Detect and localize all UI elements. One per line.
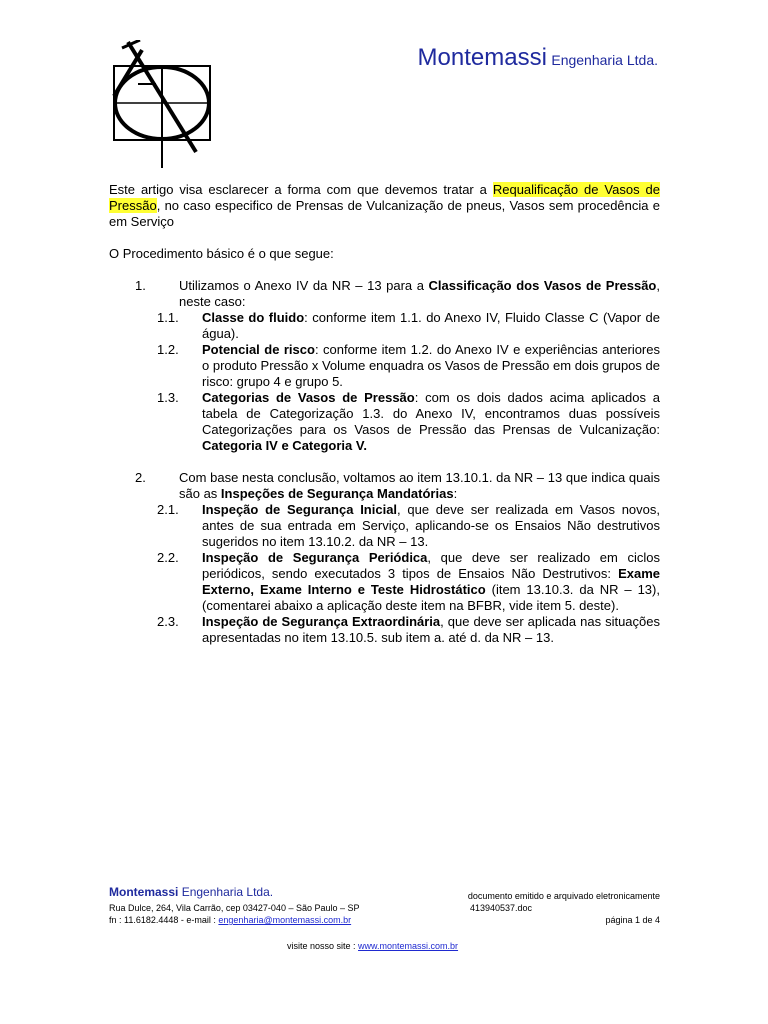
sub-item-2-1 xyxy=(109,502,660,550)
item-bold: Classificação dos Vasos de Pressão xyxy=(428,278,657,293)
sub-item-number: 1.2. xyxy=(157,342,179,357)
list-item-1 xyxy=(109,278,660,310)
sub-item-text-end: (item 13.10.3. da NR – 13), (comentarei abaixo a aplicação deste item na BFBR, vide item 5. deste). xyxy=(202,582,660,613)
sub-item-number: 1.3. xyxy=(157,390,179,405)
sub-item-text: , que deve ser realizada em Vasos novos, antes de sua entrada em Serviço, aplicando-se os Ensaios Não destrutivos sugeridos no item 13.10.2. da NR – 13. xyxy=(202,502,660,549)
sub-item-text: : com os dois dados acima aplicados a tabela de Categorização 1.3. do Anexo IV, encontramos duas possíveis Categorizações para os Vasos de Pressão das Prensas de Vulcanização: xyxy=(202,390,660,437)
sub-item-bold-mid: Exame Externo, Exame Interno e Teste Hidrostático xyxy=(202,566,660,597)
procedure-intro: O Procedimento básico é o que segue: xyxy=(109,246,334,261)
document-body xyxy=(109,182,660,646)
sub-item-text: , que deve ser realizado em ciclos periódicos, sendo executados 3 tipos de Ensaios Não Destrutivos: xyxy=(202,550,660,581)
site-link[interactable]: www.montemassi.com.br xyxy=(358,941,459,951)
item-number: 2. xyxy=(135,470,146,485)
footer-note: documento emitido e arquivado eletronicamente xyxy=(467,891,660,901)
sub-item-1-1 xyxy=(109,310,660,342)
sub-item-bold: Classe do fluido xyxy=(202,310,305,325)
brand-name: Montemassi xyxy=(417,44,547,71)
footer-page-number: página 1 de 4 xyxy=(605,915,660,925)
footer-brand-name: Montemassi xyxy=(109,885,179,899)
sub-item-text: : conforme item 1.1. do Anexo IV, Fluido Classe C (Vapor de água). xyxy=(202,310,661,341)
item-number: 1. xyxy=(135,278,146,293)
footer-doc-id: 413940537.doc xyxy=(470,903,533,913)
sub-item-text: : conforme item 1.2. do Anexo IV e experiências anteriores o produto Pressão x Volume enquadra os Vasos de Pressão em dois grupos de risco: grupo 4 e grupo 5. xyxy=(202,342,660,389)
item-bold: Inspeções de Segurança Mandatórias xyxy=(220,486,454,501)
footer-address: Rua Dulce, 264, Vila Carrão, cep 03427-040 – São Paulo – SP xyxy=(109,903,360,913)
item-text-end: : xyxy=(453,486,458,501)
sub-item-number: 1.1. xyxy=(157,310,179,325)
item-text: Utilizamos o Anexo IV da NR – 13 para a xyxy=(179,278,429,293)
sub-item-bold: Inspeção de Segurança Periódica xyxy=(202,550,428,565)
footer-phone: fn : 11.6182.4448 - e-mail : xyxy=(109,915,219,925)
header-brand xyxy=(418,44,658,72)
footer-email-link[interactable]: engenharia@montemassi.com.br xyxy=(218,915,352,925)
sub-item-number: 2.2. xyxy=(157,550,179,565)
footer-site xyxy=(287,941,458,951)
sub-item-bold-end: Categoria IV e Categoria V. xyxy=(202,438,367,453)
list-item-2 xyxy=(109,470,660,502)
brand-subtitle: Engenharia Ltda. xyxy=(551,52,658,68)
intro-paragraph xyxy=(109,182,660,230)
sub-item-number: 2.3. xyxy=(157,614,179,629)
intro-text: Este artigo visa esclarecer a forma com que devemos tratar a xyxy=(109,182,493,197)
sub-item-bold: Inspeção de Segurança Extraordinária xyxy=(202,614,441,629)
item-text-end: , neste caso: xyxy=(179,278,660,309)
sub-item-bold: Inspeção de Segurança Inicial xyxy=(202,502,398,517)
sub-item-bold: Potencial de risco xyxy=(202,342,315,357)
sub-item-number: 2.1. xyxy=(157,502,179,517)
sub-item-text: , que deve ser aplicada nas situações apresentadas no item 13.10.5. sub item a. até d. da NR – 13. xyxy=(202,614,660,645)
intro-text-end: , no caso especifico de Prensas de Vulcanização de pneus, Vasos sem procedência e em Serviço xyxy=(109,198,660,229)
footer-brand-subtitle: Engenharia Ltda. xyxy=(181,885,274,899)
footer-brand xyxy=(109,885,273,899)
sub-item-bold: Categorias de Vasos de Pressão xyxy=(202,390,415,405)
compass-logo-icon xyxy=(108,40,216,170)
sub-item-2-3 xyxy=(109,614,660,646)
sub-item-1-2 xyxy=(109,342,660,390)
item-text: Com base nesta conclusão, voltamos ao item 13.10.1. da NR – 13 que indica quais são as xyxy=(179,470,660,501)
page-footer xyxy=(109,886,660,926)
sub-item-2-2 xyxy=(109,550,660,614)
site-label: visite nosso site : xyxy=(287,941,359,951)
sub-item-1-3 xyxy=(109,390,660,454)
highlighted-text: Requalificação de Vasos de Pressão xyxy=(109,182,660,213)
